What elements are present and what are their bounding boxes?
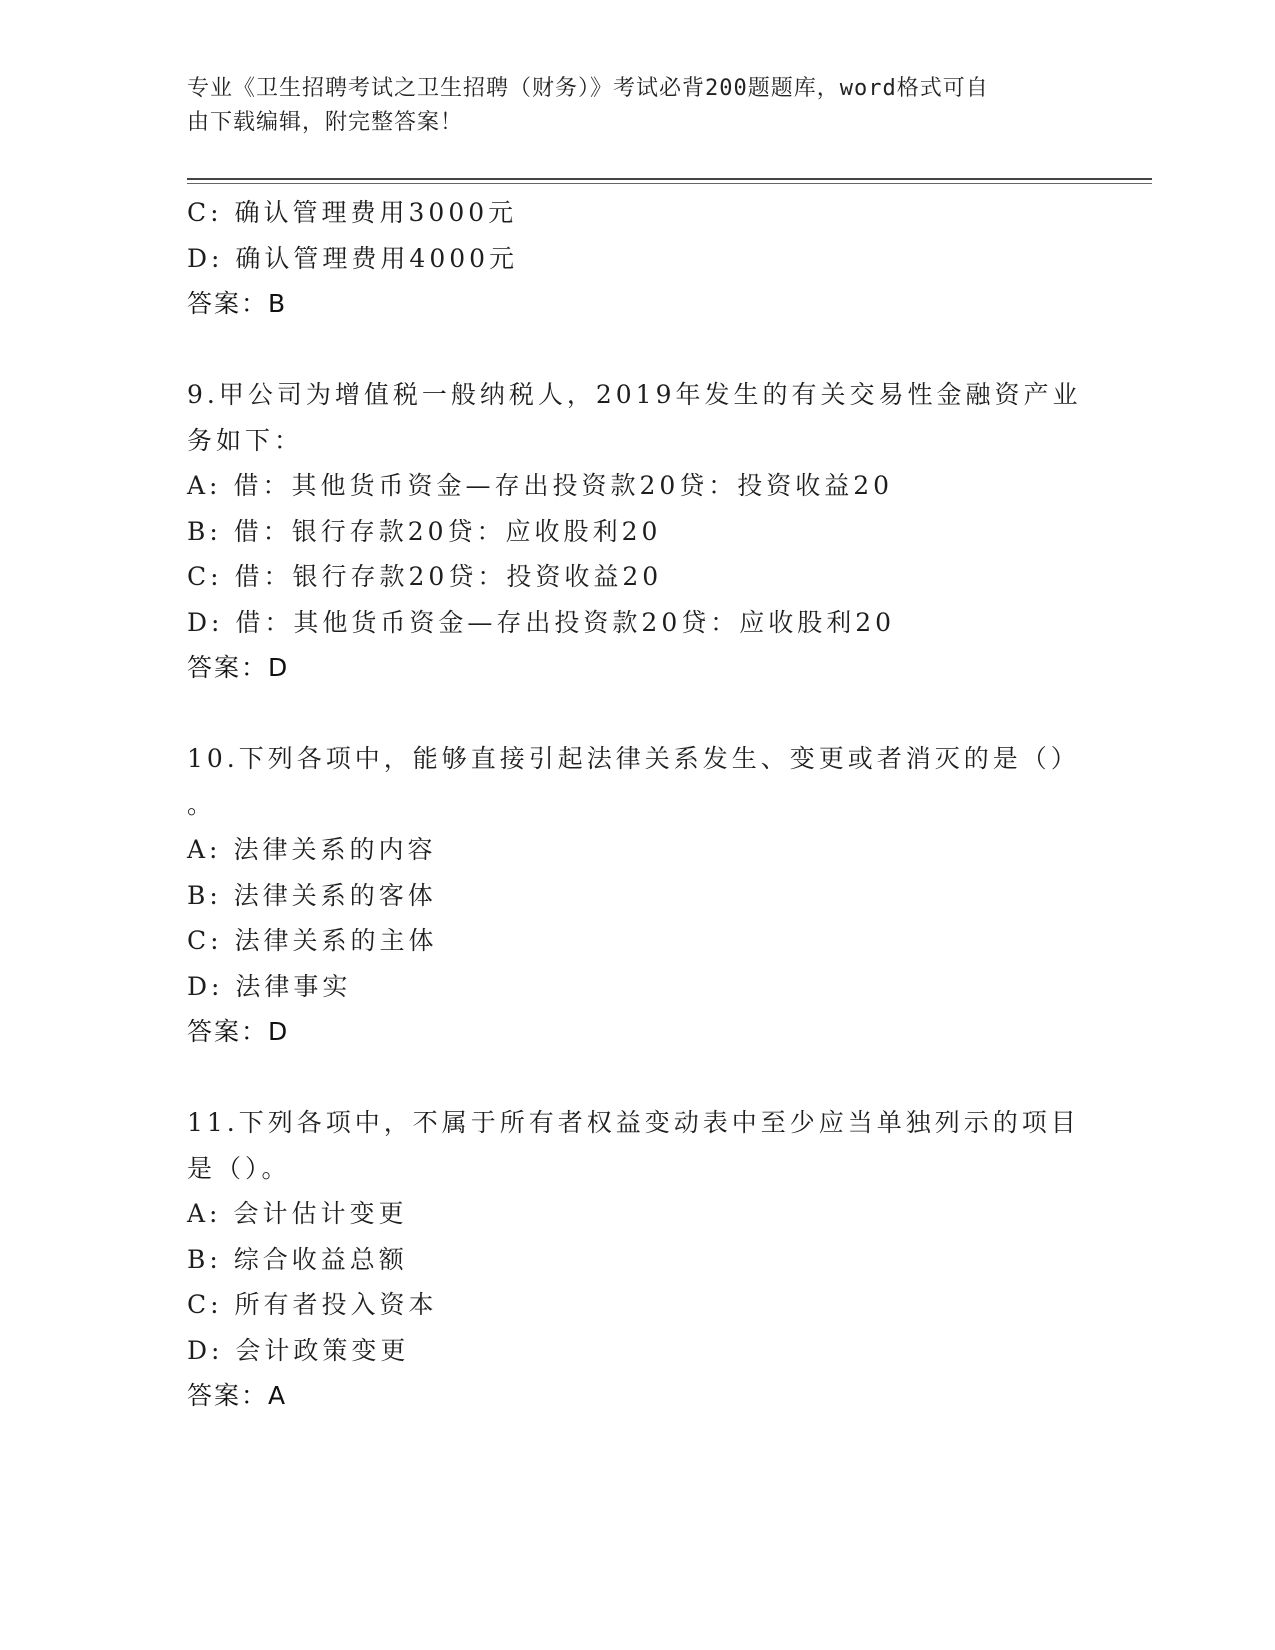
- answer-label: 答案：: [187, 289, 269, 318]
- answer-label: 答案：: [187, 653, 269, 682]
- option-c: [187, 190, 1087, 236]
- question-stem: 11.下列各项中，不属于所有者权益变动表中至少应当单独列示的项目: [187, 1108, 1080, 1137]
- option-b: [187, 1237, 1087, 1283]
- question-stem-continued: 。: [187, 789, 217, 819]
- option-key: D:: [187, 243, 224, 273]
- option-key: D:: [187, 971, 224, 1001]
- option-text: 会计估计变更: [233, 1199, 408, 1228]
- question-stem-continued: 务如下：: [187, 425, 304, 455]
- option-text: 借：其他货币资金—存出投资款20贷：投资收益20: [233, 471, 894, 500]
- option-d: [187, 600, 1087, 646]
- answer-value: D: [268, 653, 290, 682]
- option-key: A:: [187, 1199, 222, 1228]
- option-a: [187, 1191, 1087, 1237]
- answer-line: [187, 1009, 1087, 1055]
- option-text: 会计政策变更: [235, 1335, 410, 1365]
- answer-line: [187, 645, 1087, 691]
- option-a: [187, 827, 1087, 873]
- option-text: 法律事实: [235, 971, 352, 1001]
- option-d: [187, 1328, 1087, 1374]
- answer-line: [187, 1373, 1087, 1419]
- option-key: B:: [187, 1244, 222, 1274]
- option-key: C:: [187, 926, 223, 955]
- question-block-9: [187, 372, 1087, 691]
- document-header: [187, 72, 1067, 140]
- option-text: 法律关系的主体: [234, 926, 438, 955]
- spacer: [187, 327, 1087, 373]
- option-text: 法律关系的客体: [233, 880, 437, 910]
- option-text: 确认管理费用3000元: [234, 198, 518, 227]
- option-d: [187, 236, 1087, 282]
- question-list: [187, 190, 1087, 1419]
- answer-label: 答案：: [187, 1381, 269, 1410]
- option-text: 法律关系的内容: [233, 835, 437, 864]
- option-key: A:: [187, 835, 222, 864]
- option-text: 借：银行存款20贷：投资收益20: [234, 562, 663, 591]
- option-text: 借：其他货币资金—存出投资款20贷：应收股利20: [235, 607, 896, 637]
- option-b: [187, 873, 1087, 919]
- spacer: [187, 1055, 1087, 1101]
- header-divider-thick: [187, 178, 1152, 180]
- question-stem-continued: 是（）。: [187, 1153, 291, 1183]
- option-key: C:: [187, 562, 223, 591]
- option-key: B:: [187, 516, 222, 546]
- header-divider-thin: [187, 183, 1152, 184]
- spacer: [187, 691, 1087, 737]
- option-text: 确认管理费用4000元: [235, 243, 519, 273]
- question-block-prev: [187, 190, 1087, 327]
- option-text: 综合收益总额: [233, 1244, 408, 1274]
- option-key: D:: [187, 1335, 224, 1365]
- option-text: 所有者投入资本: [234, 1290, 438, 1319]
- answer-value: D: [268, 1017, 290, 1046]
- option-text: 借：银行存款20贷：应收股利20: [233, 516, 662, 546]
- answer-value: A: [268, 1381, 288, 1410]
- answer-value: B: [268, 289, 288, 318]
- answer-label: 答案：: [187, 1017, 269, 1046]
- option-key: A:: [187, 471, 222, 500]
- header-line-2: 由下载编辑，附完整答案！: [187, 110, 464, 135]
- option-c: [187, 554, 1087, 600]
- answer-line: [187, 281, 1087, 327]
- option-a: [187, 463, 1087, 509]
- question-stem: 10.下列各项中，能够直接引起法律关系发生、变更或者消灭的是（）: [187, 744, 1080, 773]
- option-key: C:: [187, 1290, 223, 1319]
- question-stem: 9.甲公司为增值税一般纳税人，2019年发生的有关交易性金融资产业: [187, 380, 1082, 409]
- option-b: [187, 509, 1087, 555]
- option-c: [187, 918, 1087, 964]
- option-d: [187, 964, 1087, 1010]
- header-line-1: 专业《卫生招聘考试之卫生招聘（财务）》考试必背200题题库，word格式可自: [187, 76, 989, 101]
- option-key: B:: [187, 880, 222, 910]
- option-key: C:: [187, 198, 223, 227]
- question-block-10: [187, 736, 1087, 1055]
- option-key: D:: [187, 607, 224, 637]
- option-c: [187, 1282, 1087, 1328]
- question-block-11: [187, 1100, 1087, 1419]
